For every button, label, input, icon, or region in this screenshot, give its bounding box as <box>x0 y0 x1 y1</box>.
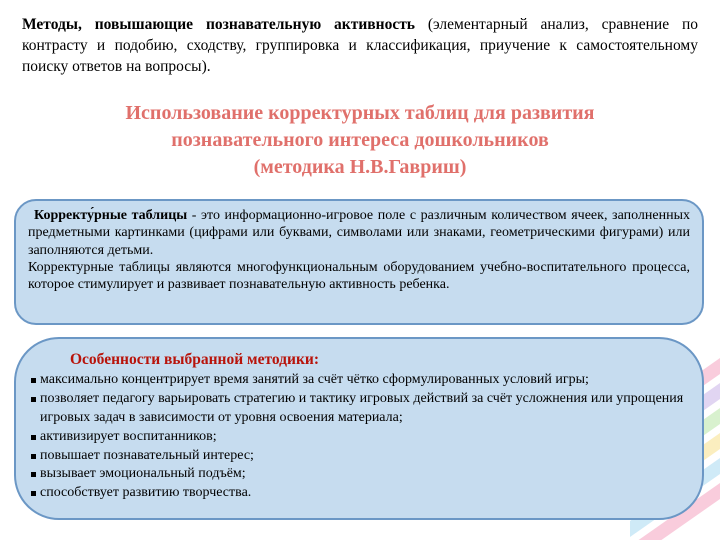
features-list <box>30 371 688 503</box>
bullet-icon <box>31 397 36 402</box>
definition-box <box>14 199 704 325</box>
page-title-line-3: (методика Н.В.Гавриш) <box>253 156 467 178</box>
definition-paragraph-2: Корректурные таблицы являются многофункциональным оборудованием учебно-воспитательного процесса, которое стимулирует и развивает познавательную активность ребенка. <box>28 259 690 293</box>
list-item-text: позволяет педагогу варьировать стратегию и тактику игровых действий за счёт усложнения или упрощения игровых задач в зависимости от уровня освоения материала; <box>40 390 684 425</box>
list-item <box>30 371 688 390</box>
list-item <box>30 465 688 484</box>
definition-text: - это информационно-игровое поле с различным количеством ячеек, заполненных предметными картинками (цифрами или буквами, символами или знаками, геометрическими фигурами) или заполняются детьми. <box>28 208 690 258</box>
list-item-text: способствует развитию творчества. <box>40 485 252 501</box>
page-title <box>40 100 680 181</box>
features-box <box>14 337 704 520</box>
list-item-text: активизирует воспитанников; <box>40 428 217 444</box>
definition-paragraph <box>28 207 690 259</box>
list-item-text: вызывает эмоциональный подъём; <box>40 466 246 482</box>
list-item <box>30 428 688 447</box>
intro-bold-text: Методы, повышающие познавательную активность <box>22 16 416 33</box>
intro-paragraph <box>22 14 698 77</box>
list-item <box>30 390 688 428</box>
page-title-line-1: Использование корректурных таблиц для развития <box>125 102 595 124</box>
features-title: Особенности выбранной методики: <box>70 351 319 368</box>
bullet-icon <box>31 454 36 459</box>
list-item <box>30 484 688 503</box>
page-title-line-2: познавательного интереса дошкольников <box>171 129 549 151</box>
bullet-icon <box>31 472 36 477</box>
bullet-icon <box>31 378 36 383</box>
list-item-text: максимально концентрирует время занятий за счёт чётко сформулированных условий игры; <box>40 371 589 387</box>
list-item <box>30 447 688 466</box>
bullet-icon <box>31 435 36 440</box>
intro-text: (элементарный анализ, сравнение по контрасту и подобию, сходству, группировка и классификация, приучение к самостоятельному поиску ответов на вопросы). <box>22 16 698 75</box>
bullet-icon <box>31 491 36 496</box>
list-item-text: повышает познавательный интерес; <box>40 447 254 463</box>
definition-term: Корректу́рные таблицы <box>34 208 188 223</box>
